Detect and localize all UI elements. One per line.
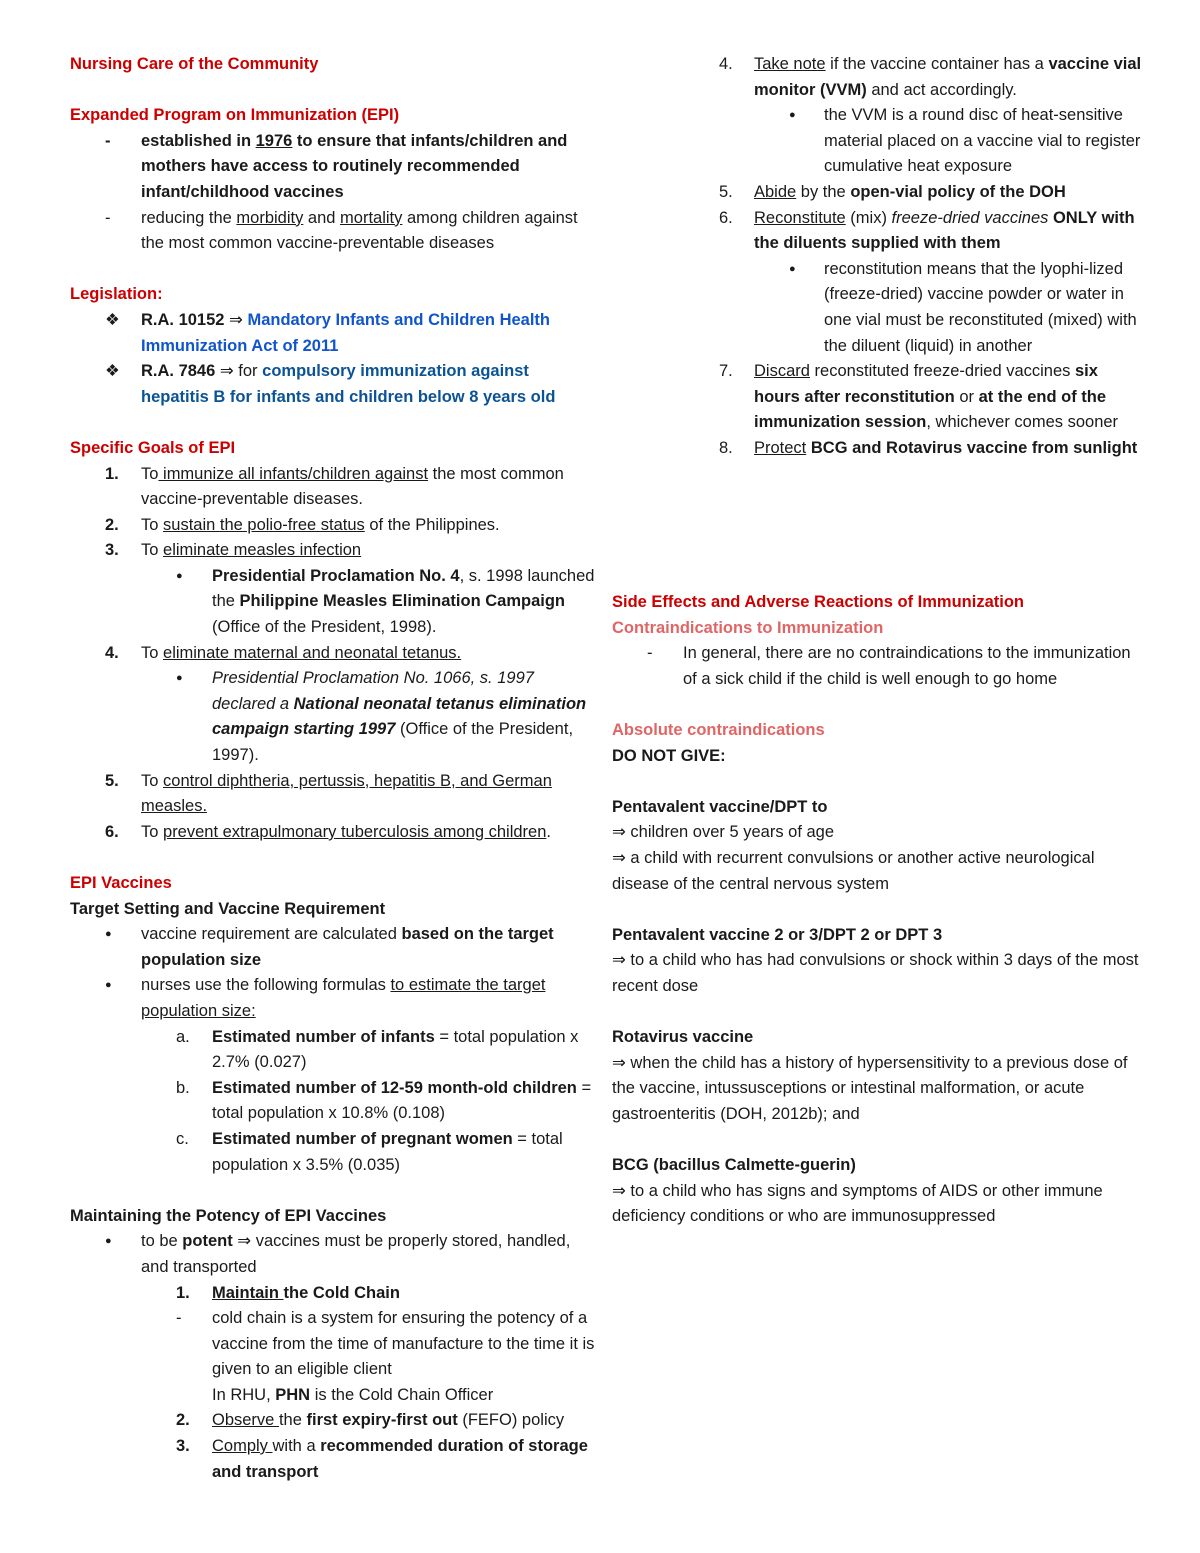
potency-step: 5. Abide by the open-vial policy of the DOH [719,182,1066,201]
absolute-heading: Absolute contraindications [612,720,825,739]
goal-item: 5. To control diphtheria, pertussis, hepatitis B, and German measles. [105,771,552,816]
do-not-give: DO NOT GIVE: [612,746,726,765]
right-column [719,52,1144,462]
epi-item: - established in 1976 to ensure that infants/children and mothers have access to routinely recommended infant/childhood vaccines [105,131,568,201]
formula-item: b. Estimated number of 12-59 month-old children = total population x 10.8% (0.108) [176,1078,592,1123]
legislation-item: ❖ R.A. 10152 ⇒ Mandatory Infants and Children Health Immunization Act of 2011 [105,310,550,355]
target-bullet: ● vaccine requirement are calculated based on the target population size [105,925,554,969]
potency-step: 2. Observe the first expiry-first out (FEFO) policy [176,1411,565,1430]
potency-step: 1. Maintain the Cold Chain [176,1283,400,1302]
goal-sub-item: ● Presidential Proclamation No. 4, s. 1998 launched the Philippine Measles Elimination Campaign (Office of the President, 1998). [176,566,595,637]
goal-item: 2. To sustain the polio-free status of the Philippines. [105,515,500,534]
goal-sub-item: ● Presidential Proclamation No. 1066, s. 1997 declared a National neonatal tetanus elimination campaign starting 1997 (Office of the President, 1997). [176,669,587,765]
contraindications-heading: Contraindications to Immunization [612,618,884,637]
formula-item: a. Estimated number of infants = total population x 2.7% (0.027) [176,1027,579,1072]
group-line: ⇒ to a child who has had convulsions or shock within 3 days of the most recent dose [612,951,1139,995]
reconstitution-note: ● reconstitution means that the lyophi-lized (freeze-dried) vaccine powder or water in one vial must be reconstituted (mixed) with the diluent (liquid) in another [789,259,1137,355]
potency-heading: Maintaining the Potency of EPI Vaccines [70,1206,387,1225]
legislation-item: ❖ R.A. 7846 ⇒ for compulsory immunization against hepatitis B for infants and children below 8 years old [105,362,556,406]
epi-heading: Expanded Program on Immunization (EPI) [70,106,400,125]
group-title: Pentavalent vaccine 2 or 3/DPT 2 or DPT 3 [612,925,943,944]
goal-item: 4. To eliminate maternal and neonatal tetanus. [105,643,462,662]
vaccines-heading: EPI Vaccines [70,874,172,892]
formula-item: c. Estimated number of pregnant women = total population x 3.5% (0.035) [176,1129,563,1174]
rhu-note: In RHU, PHN is the Cold Chain Officer [212,1385,494,1404]
left-column [70,52,600,1485]
goal-item: 1. To immunize all infants/children against the most common vaccine-preventable diseases. [105,464,564,509]
goal-item: 3. To eliminate measles infection [105,541,362,560]
target-bullet: ● nurses use the following formulas to estimate the target population size: [105,976,546,1020]
goal-item: 6. To prevent extrapulmonary tuberculosis among children. [105,822,551,841]
group-line: ⇒ to a child who has signs and symptoms of AIDS or other immune deficiency conditions or who are immunosuppressed [612,1181,1103,1226]
potency-bullet: ● to be potent ⇒ vaccines must be properly stored, handled, and transported [105,1232,571,1276]
target-heading: Target Setting and Vaccine Requirement [70,899,386,918]
group-line: ⇒ children over 5 years of age [612,823,835,842]
document-title: Nursing Care of the Community [70,55,319,73]
cold-chain-definition: - cold chain is a system for ensuring the potency of a vaccine from the time of manufacture to the time it is given to an eligible client [176,1309,595,1379]
vvm-note: ● the VVM is a round disc of heat-sensitive material placed on a vaccine vial to register cumulative heat exposure [789,106,1141,176]
potency-step: 3. Comply with a recommended duration of storage and transport [176,1437,588,1481]
contraindication-note: - In general, there are no contraindications to the immunization of a sick child if the child is well enough to go home [647,644,1131,688]
potency-step: 8. Protect BCG and Rotavirus vaccine from sunlight [719,438,1138,457]
group-title: Pentavalent vaccine/DPT to [612,797,828,816]
contraindications-section [612,590,1142,1230]
group-line: ⇒ when the child has a history of hypersensitivity to a previous dose of the vaccine, intussusceptions or intestinal malformation, or acute gastroenteritis (DOH, 2012b); and [612,1053,1128,1123]
epi-item: - reducing the morbidity and mortality among children against the most common vaccine-preventable diseases [105,208,578,253]
group-title: BCG (bacillus Calmette-guerin) [612,1156,856,1175]
potency-step: 7. Discard reconstituted freeze-dried vaccines six hours after reconstitution or at the end of the immunization session, whichever comes sooner [719,362,1119,432]
side-effects-heading: Side Effects and Adverse Reactions of Immunization [612,593,1024,611]
group-line: ⇒ a child with recurrent convulsions or another active neurological disease of the central nervous system [612,848,1095,893]
group-title: Rotavirus vaccine [612,1028,754,1047]
goals-heading: Specific Goals of EPI [70,438,236,457]
potency-step: 4. Take note if the vaccine container has a vaccine vial monitor (VVM) and act accordingly. [719,55,1142,99]
potency-step: 6. Reconstitute (mix) freeze-dried vaccines ONLY with the diluents supplied with them [719,208,1135,253]
legislation-heading: Legislation: [70,285,163,304]
